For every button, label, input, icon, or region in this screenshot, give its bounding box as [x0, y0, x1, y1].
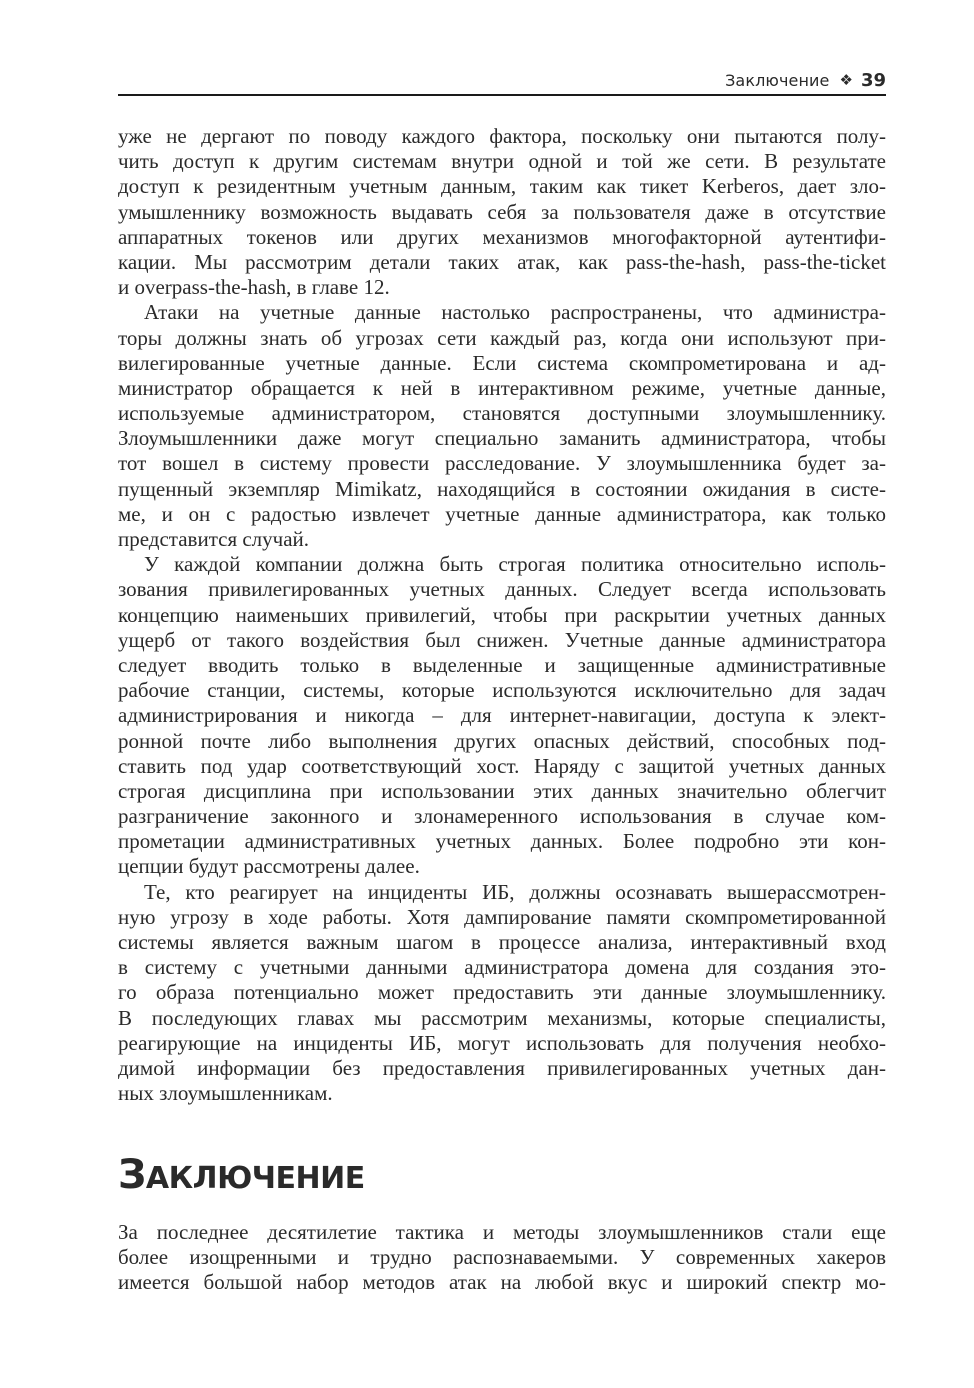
ornament-icon: ❖ [839, 71, 853, 89]
text-line: администрирования и никогда – для интернет-навигации, доступа к элект- [118, 703, 886, 728]
paragraph [118, 1220, 886, 1296]
text-line: пущенный экземпляр Mimikatz, находящийся в состоянии ожидания в систе- [118, 476, 886, 501]
paragraph [118, 300, 886, 552]
text-line: представится случай. [118, 527, 310, 551]
text-line: кации. Мы рассмотрим детали таких атак, как pass-the-hash, pass-the-ticket [118, 249, 886, 274]
text-line: У каждой компании должна быть строгая политика относительно исполь- [144, 552, 886, 577]
text-line: цепции будут рассмотрены далее. [118, 854, 420, 879]
section-heading-rest: АКЛЮЧЕНИЕ [145, 1161, 365, 1196]
text-line: системы является важным шагом в процессе анализа, интерактивный вход [118, 930, 886, 954]
paragraph [118, 552, 886, 879]
text-line: уже не дергают по поводу каждого фактора, поскольку они пытаются полу- [118, 124, 886, 148]
text-line: За последнее десятилетие тактика и методы злоумышленников стали еще [118, 1220, 886, 1244]
text-line: концепцию наименьших привилегий, чтобы при раскрытии учетных данных [118, 602, 886, 627]
text-line: умышленнику возможность выдавать себя за пользователя даже в отсутствие [118, 199, 886, 224]
text-line: более изощренными и трудно распознаваемыми. У современных хакеров [118, 1245, 886, 1270]
text-line: ных злоумышленникам. [118, 1081, 333, 1106]
text-line: строгая дисциплина при использовании этих данных значительно облегчит [118, 778, 886, 803]
text-line: чить доступ к другим системам внутри одной и той же сети. В результате [118, 149, 886, 174]
paragraph [118, 124, 886, 300]
text-line: министратор обращается к ней в интерактивном режиме, учетные данные, [118, 375, 886, 400]
paragraph [118, 880, 886, 1107]
text-line: ставить под удар соответствующий хост. Наряду с защитой учетных данных [118, 753, 886, 778]
section-body-text [118, 1220, 886, 1296]
text-line: ме, и он с радостью извлечет учетные данные администратора, как только [118, 501, 886, 526]
text-line: следует вводить только в выделенные и защищенные административные [118, 652, 886, 677]
text-line: торы должны знать об угрозах сети каждый раз, когда они используют при- [118, 325, 886, 350]
text-line: Атаки на учетные данные настолько распространены, что администра- [144, 300, 886, 325]
text-line: го образа потенциально может предоставить эти данные злоумышленнику. [118, 980, 886, 1005]
section-heading-cap: З [118, 1152, 146, 1198]
text-line: В последующих главах мы рассмотрим механизмы, которые специалисты, [118, 1005, 886, 1030]
text-line: тот вошел в систему провести расследование. У злоумышленника будет за- [118, 451, 886, 476]
text-line: реагирующие на инциденты ИБ, могут использовать для получения необхо- [118, 1030, 886, 1055]
text-line: разграничение законного и злонамеренного использования в случае ком- [118, 804, 886, 829]
text-line: имеется большой набор методов атак на любой вкус и широкий спектр мо- [118, 1270, 886, 1295]
text-line: Те, кто реагирует на инциденты ИБ, должны осознавать вышерассмотрен- [144, 879, 886, 904]
text-line: прометации административных учетных данных. Более подробно эти кон- [118, 829, 886, 854]
running-header-title: Заключение [725, 70, 830, 90]
page-number: 39 [860, 69, 886, 91]
text-line: аппаратных токенов или других механизмов многофакторной аутентифи- [118, 224, 886, 249]
body-text [118, 124, 886, 1106]
text-line: зования привилегированных учетных данных. Следует всегда использовать [118, 577, 886, 602]
section-heading [118, 1152, 365, 1198]
text-line: и overpass-the-hash, в главе 12. [118, 275, 390, 300]
text-line: вилегированные учетные данные. Если система скомпрометирована и ад- [118, 350, 886, 375]
text-line: ущерб от такого воздействия был снижен. Учетные данные администратора [118, 627, 886, 652]
running-header [118, 66, 886, 96]
text-line: ную угрозу в ходе работы. Хотя дампирование памяти скомпрометированной [118, 904, 886, 929]
text-line: димой информации без предоставления привилегированных учетных дан- [118, 1055, 886, 1080]
text-line: рабочие станции, системы, которые используются исключительно для задач [118, 678, 886, 703]
text-line: доступ к резидентным учетным данным, таким как тикет Kerberos, дает зло- [118, 174, 886, 199]
text-line: Злоумышленники даже могут специально заманить администратора, чтобы [118, 426, 886, 451]
text-line: в систему с учетными данными администратора домена для создания это- [118, 955, 886, 980]
text-line: используемые администратором, становятся доступными злоумышленнику. [118, 401, 886, 426]
text-line: ронной почте либо выполнения других опасных действий, способных под- [118, 728, 886, 753]
